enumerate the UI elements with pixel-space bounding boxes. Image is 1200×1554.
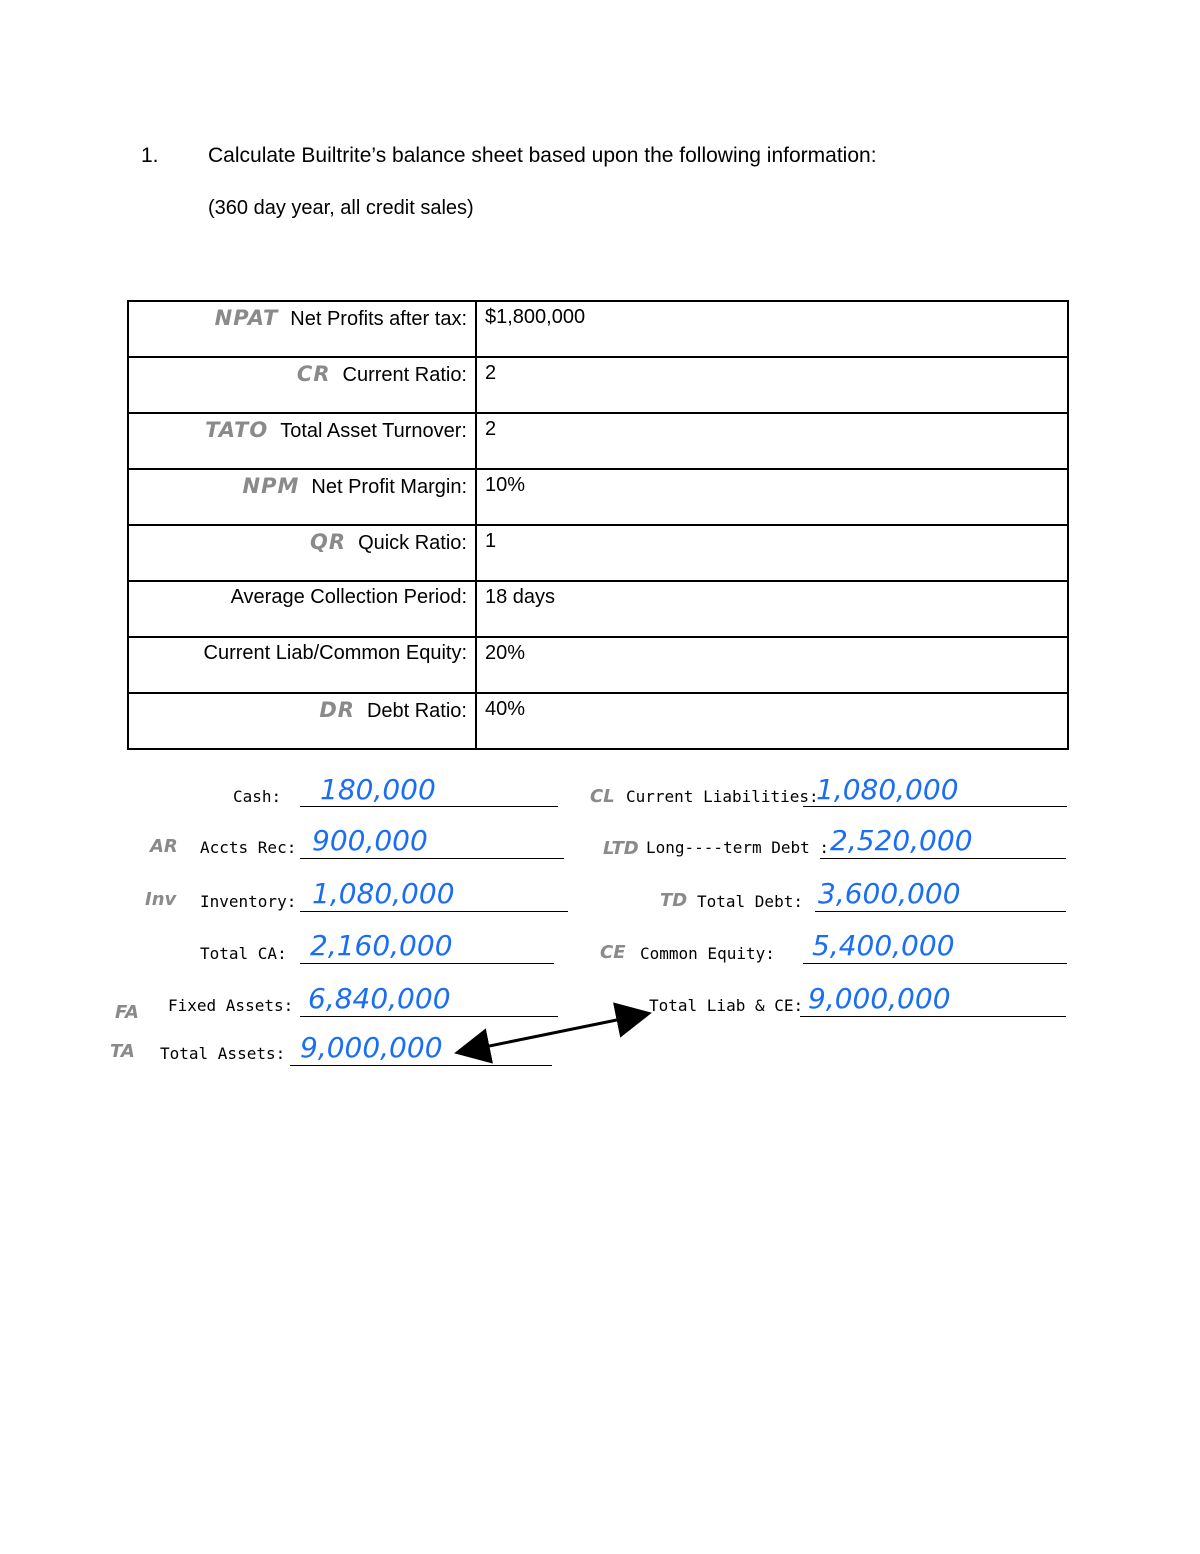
total-ca-label: Total CA: [200, 944, 287, 963]
total-assets-abbr: TA [110, 1041, 135, 1062]
handwritten-abbr: TATO [205, 418, 269, 442]
row-label: Total Asset Turnover: [280, 420, 467, 442]
common-equity-value: 5,400,000 [812, 929, 955, 962]
handwritten-abbr: CR [296, 362, 331, 386]
row-value: 1 [476, 525, 1068, 581]
common-equity-label: Common Equity: [640, 944, 775, 963]
accts-rec-abbr: AR [150, 836, 178, 857]
inventory-label: Inventory: [200, 892, 297, 911]
total-liab-ce-label: Total Liab & CE: [649, 996, 804, 1015]
handwritten-abbr: DR [319, 698, 355, 722]
row-value: 40% [476, 693, 1068, 749]
question-text: Calculate Builtrite’s balance sheet based upon the following information: [208, 144, 877, 167]
row-value: 20% [476, 637, 1068, 693]
fixed-assets-label: Fixed Assets: [168, 996, 294, 1015]
total-liab-ce-value: 9,000,000 [808, 982, 951, 1015]
current-liabilities-value: 1,080,000 [816, 773, 959, 806]
common-equity-abbr: CE [600, 942, 626, 963]
inventory-value: 1,080,000 [312, 877, 455, 910]
handwritten-abbr: NPM [242, 474, 300, 498]
row-label: Net Profit Margin: [311, 476, 467, 498]
row-label: Current Ratio: [342, 364, 467, 386]
question-number: 1. [141, 144, 159, 167]
fixed-assets-abbr: FA [115, 1002, 139, 1023]
handwritten-abbr: QR [310, 530, 347, 554]
fixed-assets-value: 6,840,000 [308, 982, 451, 1015]
cash-label: Cash: [233, 787, 282, 806]
long-term-debt-value: 2,520,000 [830, 824, 973, 857]
row-label: Debt Ratio: [366, 700, 467, 722]
row-value: 2 [476, 413, 1068, 469]
row-label: Current Liab/Common Equity: [203, 642, 467, 664]
row-label: Quick Ratio: [358, 532, 467, 554]
row-value: 10% [476, 469, 1068, 525]
row-value: $1,800,000 [476, 301, 1068, 357]
long-term-debt-label: Long‐‐‐‐term Debt : [646, 838, 830, 857]
inventory-abbr: Inv [145, 889, 177, 910]
cash-value: 180,000 [320, 773, 436, 806]
current-liabilities-abbr: CL [590, 786, 615, 807]
question-note: (360 day year, all credit sales) [208, 197, 474, 219]
total-debt-abbr: TD [660, 890, 688, 911]
row-label: Average Collection Period: [230, 586, 467, 608]
total-debt-label: Total Debt: [697, 892, 803, 911]
total-ca-value: 2,160,000 [310, 929, 453, 962]
total-assets-value: 9,000,000 [300, 1031, 443, 1064]
total-debt-value: 3,600,000 [818, 877, 961, 910]
current-liabilities-label: Current Liabilities: [626, 787, 819, 806]
total-assets-label: Total Assets: [160, 1044, 286, 1063]
long-term-debt-abbr: LTD [603, 838, 639, 859]
accts-rec-value: 900,000 [312, 824, 428, 857]
handwritten-abbr: NPAT [214, 306, 279, 330]
row-value: 18 days [476, 581, 1068, 637]
row-label: Net Profits after tax: [290, 308, 467, 330]
accts-rec-label: Accts Rec: [200, 838, 297, 857]
row-value: 2 [476, 357, 1068, 413]
